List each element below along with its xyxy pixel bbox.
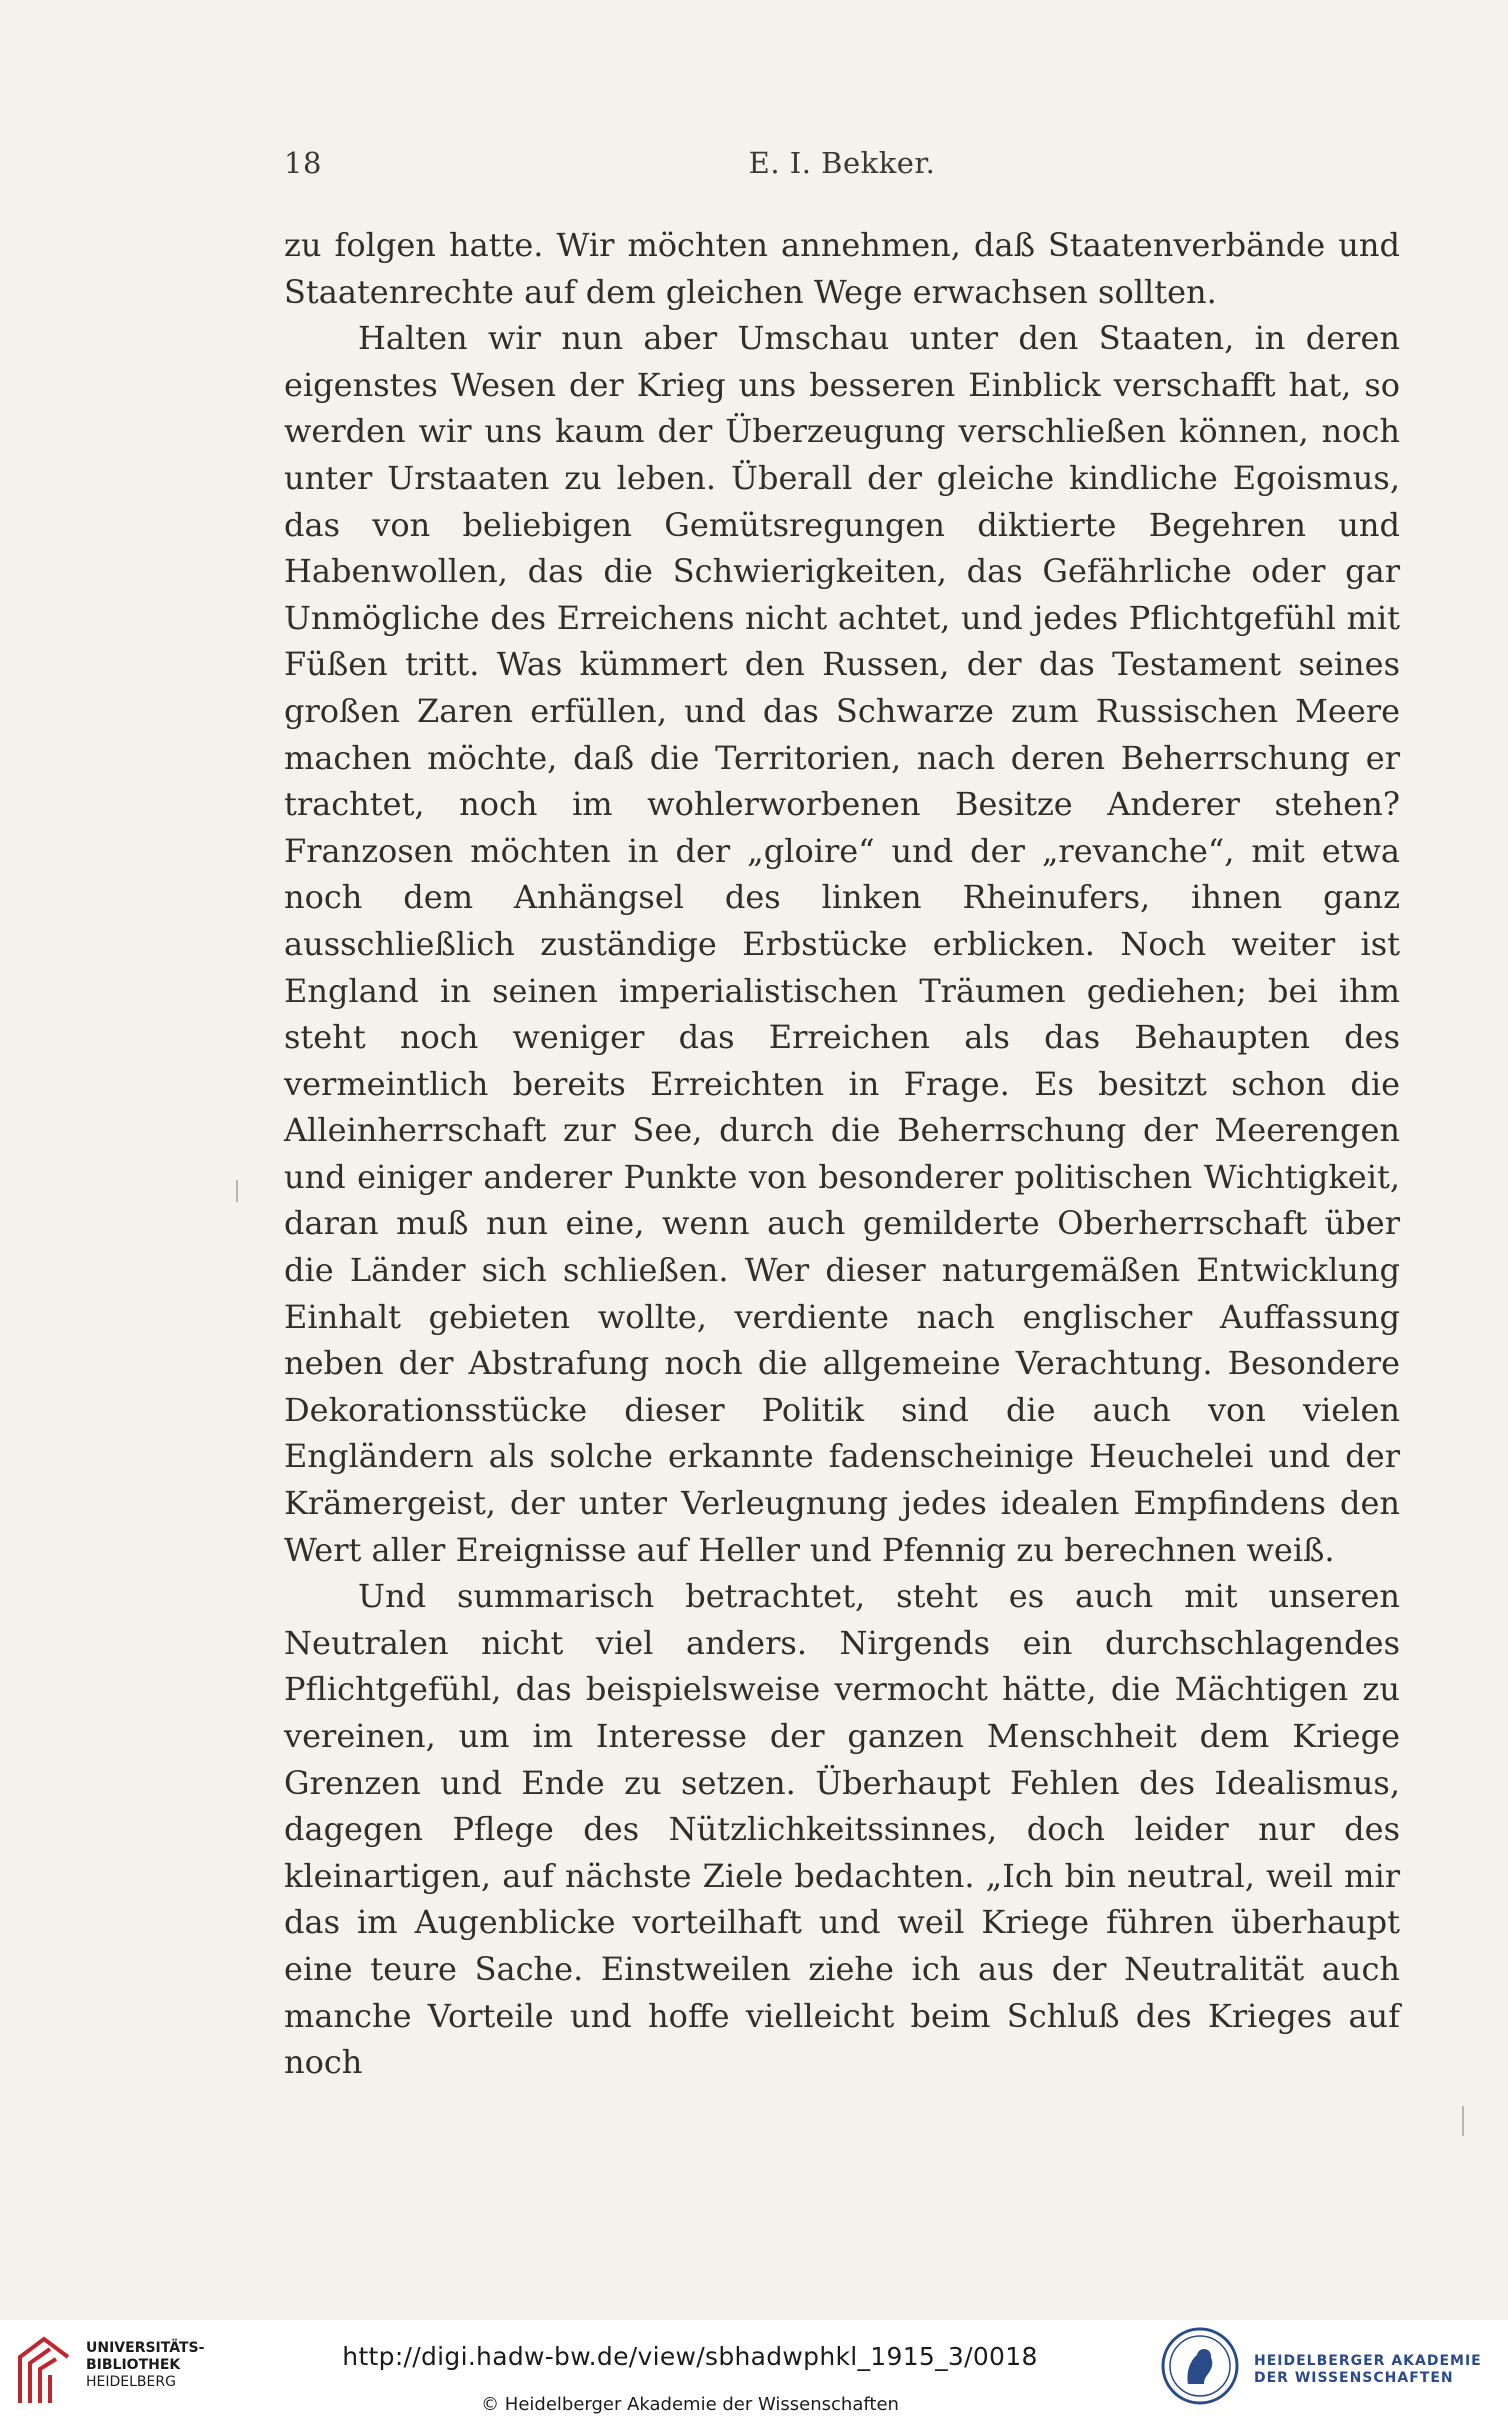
paragraph-3: Und summarisch betrachtet, steht es auch mit unseren Neutralen nicht viel anders. Nirgends ein durchschlagendes Pflichtgefühl, das beispielsweise vermocht hätte, die Mächtigen zu vereinen, um im Interesse der ganzen Menschheit dem Kriege Grenzen und Ende zu setzen. Überhaupt Fehlen des Idealismus, dagegen Pflege des Nützlichkeitssinnes, doch leider nur des kleinartigen, auf nächste Ziele bedachten. „Ich bin neutral, weil mir das im Augenblicke vorteilhaft und weil Kriege führen überhaupt eine teure Sache. Einstweilen ziehe ich aus der Neutralität auch manche Vorteile und hoffe vielleicht beim Schluß des Krieges auf noch — [284, 1577, 1400, 2082]
margin-mark — [236, 1180, 238, 1202]
paragraph-1: zu folgen hatte. Wir möchten annehmen, daß Staatenverbände und Staatenrechte auf dem gleichen Wege erwachsen sollten. — [284, 226, 1400, 311]
body-text — [284, 222, 1400, 2086]
library-line-3: HEIDELBERG — [86, 2374, 176, 2390]
copyright-notice: © Heidelberger Akademie der Wissenschaften — [481, 2394, 899, 2415]
library-line-1: UNIVERSITÄTS- — [86, 2340, 205, 2356]
page-header — [284, 146, 1400, 186]
academy-line-1: HEIDELBERGER AKADEMIE — [1254, 2353, 1482, 2369]
university-library-name — [86, 2340, 204, 2391]
permalink-url[interactable]: http://digi.hadw-bw.de/view/sbhadwphkl_1915_3/0018 — [342, 2342, 1038, 2371]
academy-seal-icon — [1160, 2326, 1240, 2406]
running-head: E. I. Bekker. — [748, 146, 936, 180]
margin-mark — [1462, 2106, 1464, 2136]
page-number: 18 — [284, 146, 322, 180]
library-line-2: BIBLIOTHEK — [86, 2357, 181, 2373]
paragraph-2: Halten wir nun aber Umschau unter den Staaten, in deren eigenstes Wesen der Krieg uns besseren Einblick verschafft hat, so werden wir uns kaum der Überzeugung verschließen können, noch unter Urstaaten zu leben. Überall der gleiche kindliche Egoismus, das von beliebigen Gemütsregungen diktierte Begehren und Habenwollen, das die Schwierigkeiten, das Gefährliche oder gar Unmögliche des Erreichens nicht achtet, und jedes Pflichtgefühl mit Füßen tritt. Was kümmert den Russen, der das Testament seines großen Zaren erfüllen, und das Schwarze zum Russischen Meere machen möchte, daß die Territorien, nach deren Beherrschung er trachtet, noch im wohlerworbenen Besitze Anderer stehen? Franzosen möchten in der „gloire“ und der „revanche“, mit etwa noch dem Anhängsel des linken Rheinufers, ihnen ganz ausschließlich zuständige Erbstücke erblicken. Noch weiter ist England in seinen imperialistischen Träumen gediehen; bei ihm steht noch weniger das Erreichen als das Behaupten des vermeintlich bereits Erreichten in Frage. Es besitzt schon die Alleinherrschaft zur See, durch die Beherrschung der Meerengen und einiger anderer Punkte von besonderer politischen Wichtigkeit, daran muß nun eine, wenn auch gemilderte Oberherrschaft über die Länder sich schließen. Wer dieser naturgemäßen Entwicklung Einhalt gebieten wollte, verdiente nach englischer Auffassung neben der Abstrafung noch die allgemeine Verachtung. Besondere Dekorationsstücke dieser Politik sind die auch von vielen Engländern als solche erkannte fadenscheinige Heuchelei und der Krämergeist, der unter Verleugnung jedes idealen Empfindens den Wert aller Ereignisse auf Heller und Pfennig zu berechnen weiß. — [284, 319, 1400, 1569]
academy-line-2: DER WISSENSCHAFTEN — [1254, 2370, 1454, 2386]
university-library-logo-icon — [14, 2333, 74, 2407]
academy-name — [1254, 2353, 1482, 2387]
